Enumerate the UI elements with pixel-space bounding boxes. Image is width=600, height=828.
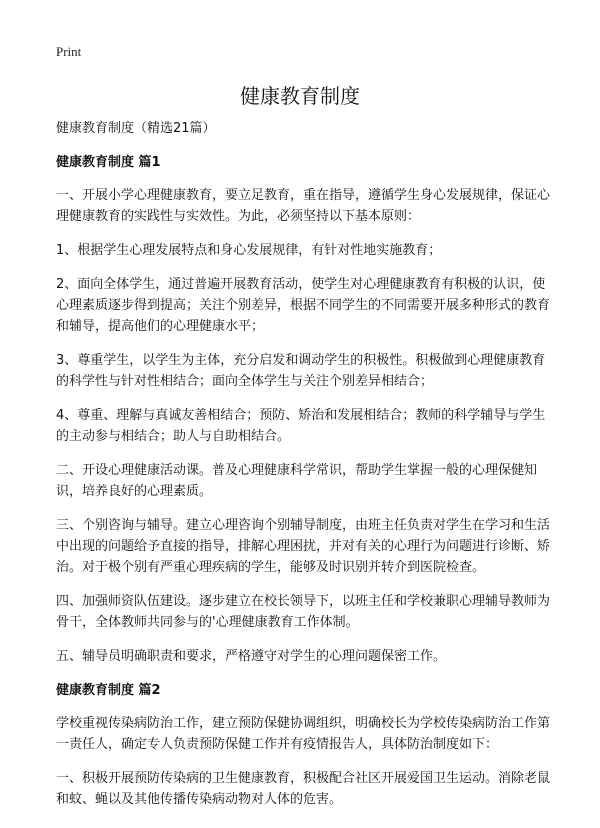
print-link[interactable]: Print: [56, 44, 82, 59]
paragraph: 2、面向全体学生，通过普遍开展教育活动，使学生对心理健康教育有积极的认识，使心理素质逐步得到提高；关注个别差异，根据不同学生的不同需要开展多种形式的教育和辅导，提高他们的心理健康水平；: [56, 277, 551, 334]
paragraph: 3、尊重学生，以学生为主体，充分启发和调动学生的积极性。积极做到心理健康教育的科学性与针对性相结合；面向全体学生与关注个别差异相结合；: [56, 353, 546, 389]
paragraph: 一、开展小学心理健康教育，要立足教育，重在指导，遵循学生身心发展规律，保证心理健康教育的实践性与实效性。为此，必须坚持以下基本原则：: [56, 188, 551, 224]
paragraph: 五、辅导员明确职责和要求，严格遵守对学生的心理问题保密工作。: [56, 649, 447, 664]
page-title: 健康教育制度: [240, 84, 360, 108]
document-body: [56, 118, 552, 823]
paragraph: 一、积极开展预防传染病的卫生健康教育，积极配合社区开展爱国卫生运动。消除老鼠和蚊、蝇以及其他传播传染病动物对人体的危害。: [56, 771, 551, 807]
paragraph: 1、根据学生心理发展特点和身心发展规律，有针对性地实施教育；: [56, 243, 442, 258]
section-heading: 健康教育制度 篇1: [56, 155, 161, 170]
paragraph: 二、开设心理健康活动课。普及心理健康科学常识，帮助学生掌握一般的心理保健知识，培养良好的心理素质。: [56, 463, 538, 499]
paragraph: 学校重视传染病防治工作，建立预防保健协调组织，明确校长为学校传染病防治工作第一责任人，确定专人负责预防保健工作并有疫情报告人，具体防治制度如下：: [56, 716, 551, 752]
section-heading: 健康教育制度 篇2: [56, 683, 161, 698]
paragraph: 三、个别咨询与辅导。建立心理咨询个别辅导制度，由班主任负责对学生在学习和生活中出现的问题给予直接的指导，排解心理困扰，并对有关的心理行为问题进行诊断、矫治。对于极个别有严重心理疾病的学生，能够及时识别并转介到医院检查。: [56, 518, 551, 575]
paragraph: 四、加强师资队伍建设。逐步建立在校长领导下，以班主任和学校兼职心理辅导教师为骨干，全体教师共同参与的'心理健康教育工作体制。: [56, 594, 551, 630]
paragraph: 4、尊重、理解与真诚友善相结合；预防、矫治和发展相结合；教师的科学辅导与学生的主动参与相结合；助人与自助相结合。: [56, 408, 546, 444]
document-subtitle: 健康教育制度（精选21篇）: [56, 121, 216, 136]
